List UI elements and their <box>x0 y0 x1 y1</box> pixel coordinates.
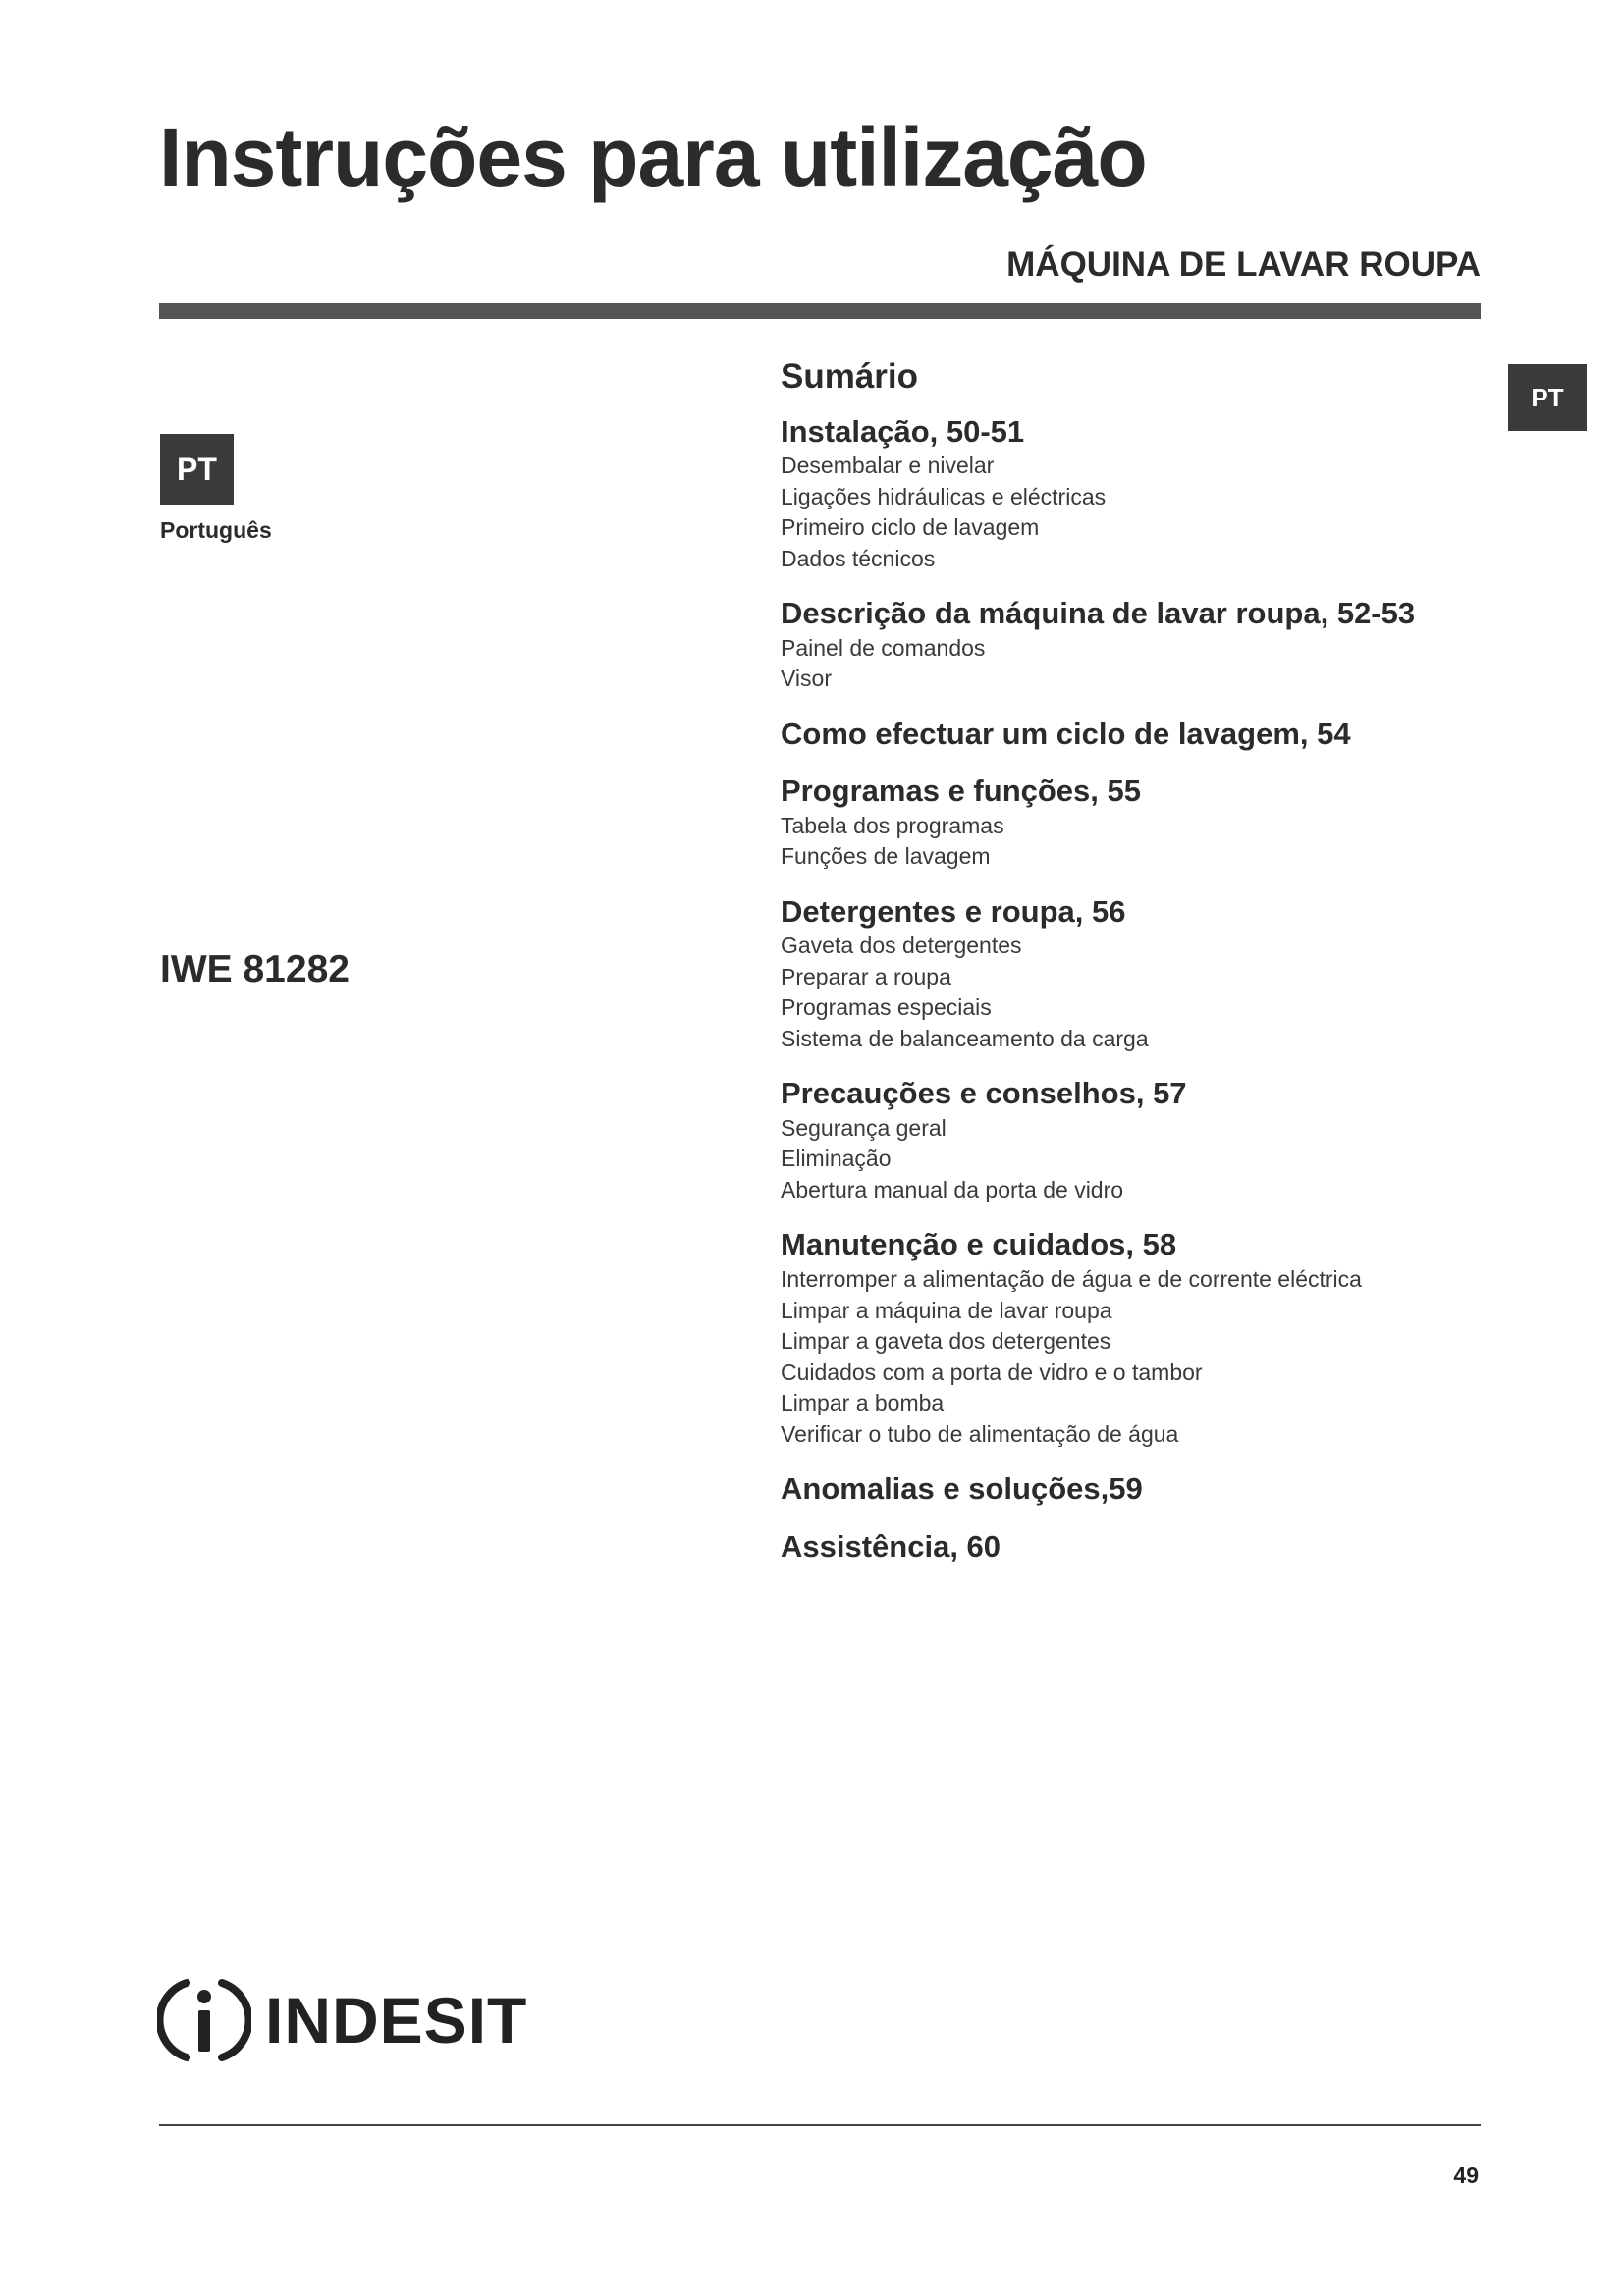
toc-heading: Programas e funções, 55 <box>781 774 1141 809</box>
toc-section <box>781 1076 1527 1205</box>
toc-section <box>781 1529 1527 1566</box>
toc-item: Dados técnicos <box>781 545 936 571</box>
brand-wordmark: INDESIT <box>265 1984 528 2056</box>
toc-heading: Assistência, 60 <box>781 1528 1001 1564</box>
toc-item: Preparar a roupa <box>781 963 951 989</box>
toc-heading: Anomalias e soluções,59 <box>781 1471 1143 1507</box>
toc-item: Primeiro ciclo de lavagem <box>781 514 1040 541</box>
toc-section <box>781 717 1527 753</box>
toc-item: Eliminação <box>781 1146 892 1172</box>
toc-section <box>781 1471 1527 1508</box>
toc-items <box>781 1113 1527 1206</box>
page-title: Instruções para utilização <box>159 111 1147 203</box>
toc-item: Limpar a gaveta dos detergentes <box>781 1328 1111 1355</box>
toc-item: Segurança geral <box>781 1114 947 1141</box>
toc-heading: Instalação, 50-51 <box>781 413 1025 449</box>
toc-section <box>781 596 1527 695</box>
toc-heading: Descrição da máquina de lavar roupa, 52-53 <box>781 596 1416 631</box>
toc-item: Visor <box>781 666 832 692</box>
toc-item: Desembalar e nivelar <box>781 453 995 479</box>
toc-item: Sistema de balanceamento da carga <box>781 1025 1149 1051</box>
toc-section <box>781 1227 1527 1450</box>
toc-heading: Detergentes e roupa, 56 <box>781 893 1126 929</box>
toc-item: Verificar o tubo de alimentação de água <box>781 1420 1179 1447</box>
language-label: Português <box>160 517 272 543</box>
toc-item: Cuidados com a porta de vidro e o tambor <box>781 1359 1203 1385</box>
toc-section <box>781 774 1527 873</box>
toc-item: Interromper a alimentação de água e de corrente eléctrica <box>781 1266 1362 1293</box>
model-number: IWE 81282 <box>160 948 350 990</box>
indesit-info-icon <box>157 1973 251 2067</box>
toc-heading: Como efectuar um ciclo de lavagem, 54 <box>781 716 1351 751</box>
brand-logo <box>157 1973 527 2067</box>
footer-divider <box>159 2124 1481 2126</box>
toc-item: Ligações hidráulicas e eléctricas <box>781 483 1107 509</box>
table-of-contents <box>781 358 1527 1586</box>
toc-item: Programas especiais <box>781 994 992 1021</box>
toc-items <box>781 811 1527 873</box>
toc-item: Limpar a máquina de lavar roupa <box>781 1297 1112 1323</box>
toc-title: Sumário <box>781 357 919 396</box>
toc-item: Gaveta dos detergentes <box>781 933 1022 959</box>
toc-item: Funções de lavagem <box>781 843 991 870</box>
page-subtitle: MÁQUINA DE LAVAR ROUPA <box>1006 245 1481 284</box>
toc-items <box>781 1264 1527 1450</box>
toc-items <box>781 633 1527 695</box>
toc-item: Tabela dos programas <box>781 812 1004 838</box>
toc-item: Painel de comandos <box>781 634 986 661</box>
toc-item: Abertura manual da porta de vidro <box>781 1176 1124 1202</box>
language-tab: PT <box>1508 364 1587 431</box>
toc-heading: Precauções e conselhos, 57 <box>781 1076 1187 1111</box>
toc-item: Limpar a bomba <box>781 1390 945 1416</box>
language-badge: PT <box>160 434 234 505</box>
toc-heading: Manutenção e cuidados, 58 <box>781 1227 1177 1262</box>
page-number: 49 <box>1453 2163 1479 2188</box>
toc-section <box>781 894 1527 1055</box>
toc-items <box>781 931 1527 1054</box>
toc-section <box>781 414 1527 575</box>
header-divider <box>159 303 1481 319</box>
toc-items <box>781 451 1527 574</box>
